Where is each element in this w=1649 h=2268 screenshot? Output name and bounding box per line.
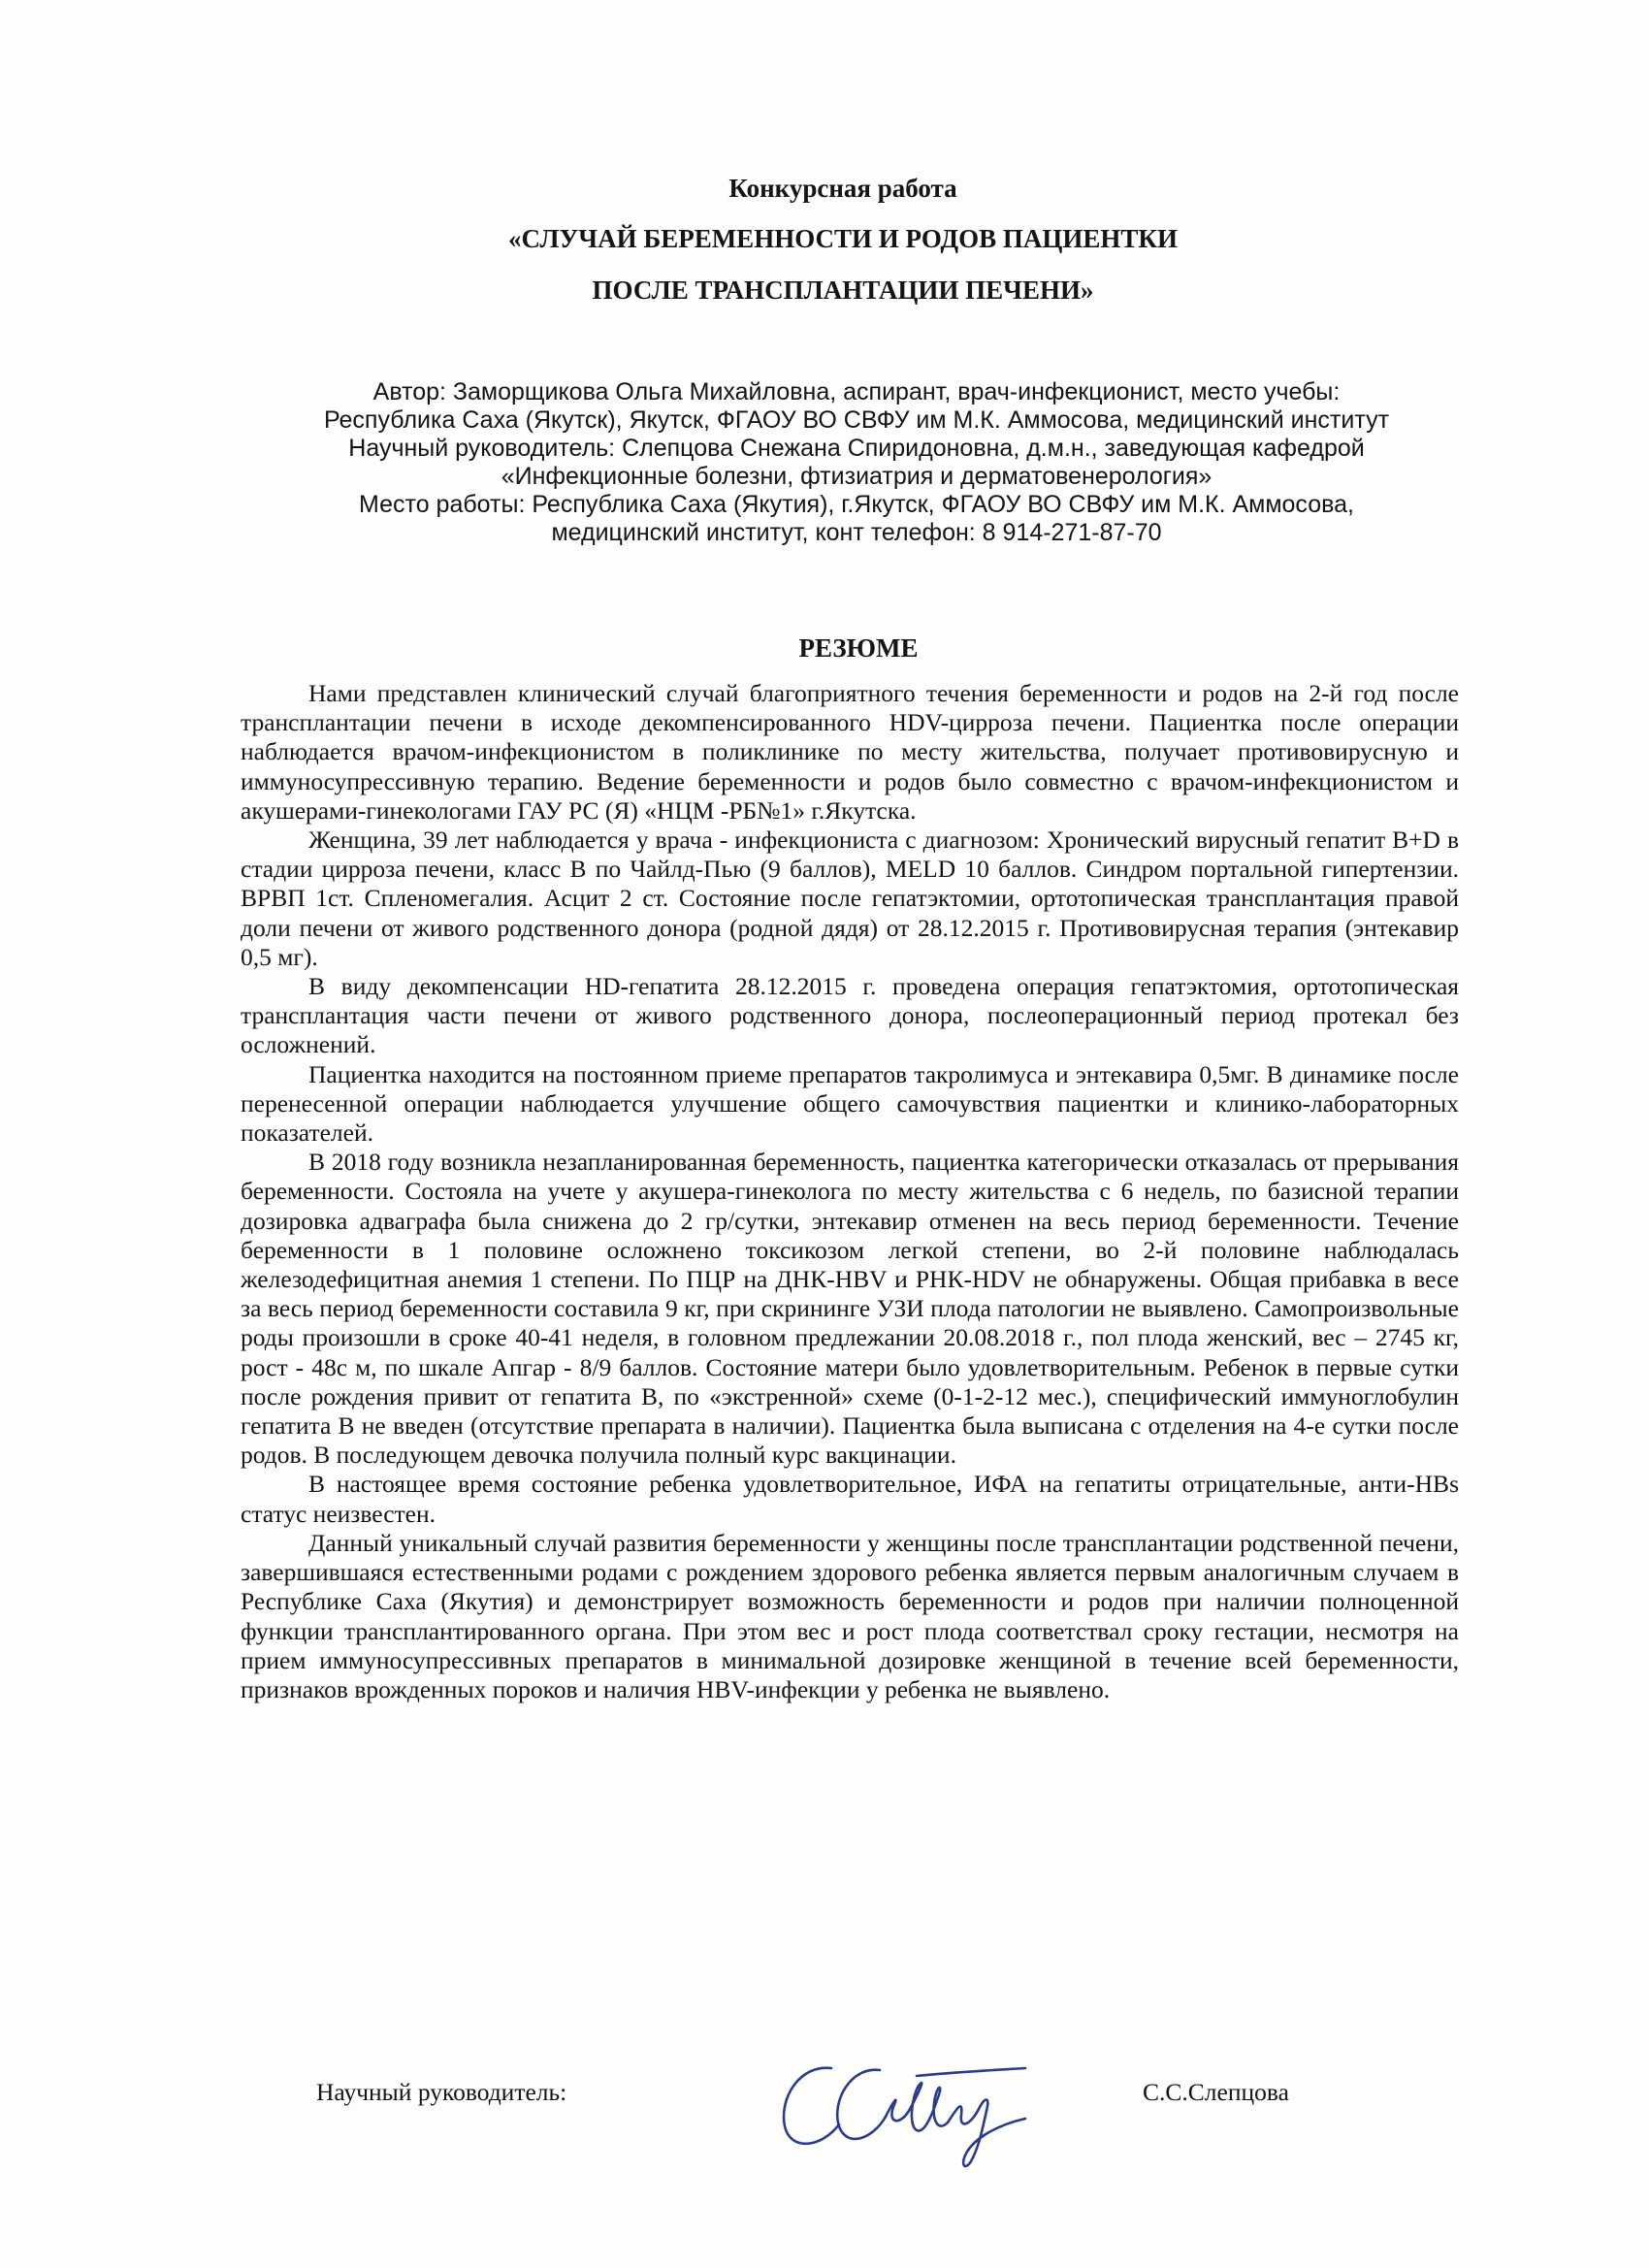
supervisor-label: Научный руководитель:: [316, 2078, 567, 2106]
resume-paragraph: Нами представлен клинический случай благоприятного течения беременности и родов на 2-й год после трансплантации печени в исходе декомпенсированного HDV-цирроза печени. Пациентка после операции наблюдается врачом-инфекционистом в поликлинике по месту жительства, получает противовирусную и иммуносупрессивную терапию. Ведение беременности и родов было совместно с врачом-инфекционистом и акушерами-гинекологами ГАУ РС (Я) «НЦМ -РБ№1» г.Якутска.: [241, 679, 1459, 825]
author-line: Научный руководитель: Слепцова Снежана Спиридоновна, д.м.н., заведующая кафедрой: [348, 435, 1365, 462]
resume-paragraph: Данный уникальный случай развития беременности у женщины после трансплантации родственной печени, завершившаяся естественными родами с рождением здорового ребенка является первым аналогичным случаем в Республике Саха (Якутия) и демонстрирует возможность беременности и родов при наличии полноценной функции трансплантированного органа. При этом вес и рост плода соответствал сроку гестации, несмотря на прием иммуносупрессивных препаратов в минимальной дозировке женщиной в течение всей беременности, признаков врожденных пороков и наличия HBV-инфекции у ребенка не выявлено.: [241, 1528, 1459, 1703]
document-title-line-1: «СЛУЧАЙ БЕРЕМЕННОСТИ И РОДОВ ПАЦИЕНТКИ: [508, 224, 1178, 253]
resume-paragraph: Женщина, 39 лет наблюдается у врача - инфекциониста с диагнозом: Хронический вирусный гепатит B+D в стадии цирроза печени, класс В по Чайлд-Пью (9 баллов), MELD 10 баллов. Синдром портальной гипертензии. ВРВП 1ст. Спленомегалия. Асцит 2 ст. Состояние после гепатэктомии, ортотопическая трансплантация правой доли печени от живого родственного донора (родной дядя) от 28.12.2015 г. Противовирусная терапия (энтекавир 0,5 мг).: [241, 826, 1459, 971]
resume-paragraph: В 2018 году возникла незапланированная беременность, пациентка категорически отказалась от прерывания беременности. Состояла на учете у акушера-гинеколога по месту жительства с 6 недель, по базисной терапии дозировка адваграфа была снижена до 2 гр/сутки, энтекавир отменен на весь период беременности. Течение беременности в 1 половине осложнено токсикозом легкой степени, во 2-й половине наблюдалась железодефицитная анемия 1 степени. По ПЦР на ДНК-HBV и РНК-HDV не обнаружены. Общая прибавка в весе за весь период беременности составила 9 кг, при скрининге УЗИ плода патологии не выявлено. Самопроизвольные роды произошли в сроке 40-41 неделя, в головном предлежании 20.08.2018 г., пол плода женский, вес – 2745 кг, рост - 48с м, по шкале Апгар - 8/9 баллов. Состояние матери было удовлетворительным. Ребенок в первые сутки после рождения привит от гепатита В, по «экстренной» схеме (0-1-2-12 мес.), специфический иммуноглобулин гепатита В не введен (отсутствие препарата в наличии). Пациентка была выписана с отделения на 4-е сутки после родов. В последующем девочка получила полный курс вакцинации.: [241, 1148, 1459, 1470]
document-title-line-2: ПОСЛЕ ТРАНСПЛАНТАЦИИ ПЕЧЕНИ»: [592, 275, 1094, 305]
author-line: Автор: Заморщикова Ольга Михайловна, аспирант, врач-инфекционист, место учебы:: [372, 378, 1341, 405]
resume-paragraph: В настоящее время состояние ребенка удовлетворительное, ИФА на гепатиты отрицательные, анти-HBs статус неизвестен.: [241, 1470, 1459, 1528]
author-block: [211, 378, 1502, 547]
supervisor-name: С.С.Слепцова: [1143, 2078, 1289, 2106]
resume-heading: РЕЗЮМЕ: [798, 633, 919, 663]
author-line: медицинский институт, конт телефон: 8 914-271-87-70: [551, 519, 1162, 546]
author-line: «Инфекционные болезни, фтизиатрия и дерматовенерология»: [501, 463, 1212, 490]
author-line: Место работы: Республика Саха (Якутия), г.Якутск, ФГАОУ ВО СВФУ им М.К. Аммосова,: [359, 491, 1354, 518]
author-line: Республика Саха (Якутск), Якутск, ФГАОУ ВО СВФУ им М.К. Аммосова, медицинский институт: [323, 406, 1390, 434]
resume-paragraph: Пациентка находится на постоянном приеме препаратов такролимуса и энтекавира 0,5мг. В динамике после перенесенной операции наблюдается улучшение общего самочувствия пациентки и клинико-лабораторных показателей.: [241, 1059, 1459, 1148]
resume-body: [241, 679, 1459, 1704]
resume-paragraph: В виду декомпенсации HD-гепатита 28.12.2015 г. проведена операция гепатэктомия, ортотопическая трансплантация части печени от живого родственного донора, послеоперационный период протекал без осложнений.: [241, 972, 1459, 1059]
document-kind: Конкурсная работа: [728, 174, 957, 203]
handwritten-signature: [771, 2047, 1062, 2173]
